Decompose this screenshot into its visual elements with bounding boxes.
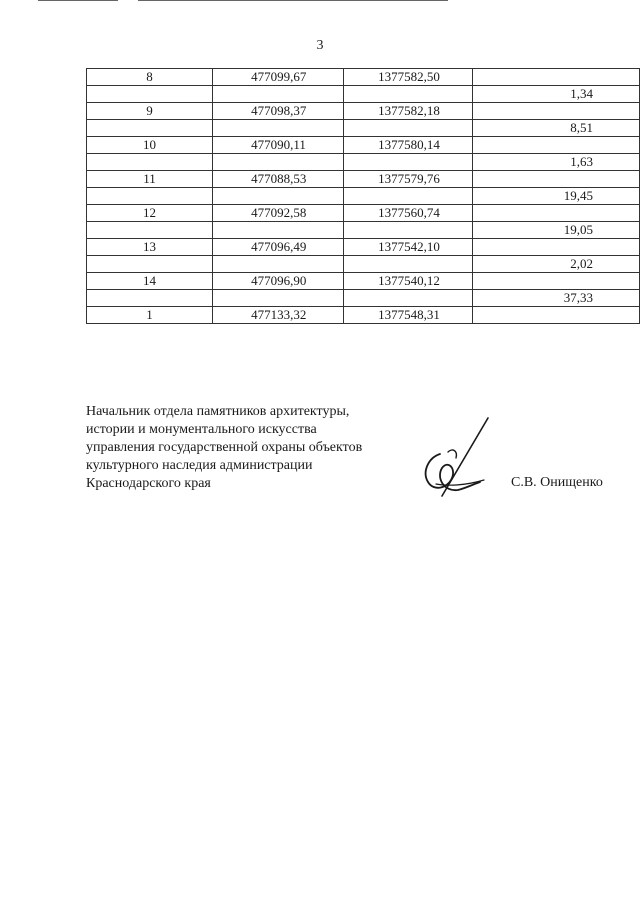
y-coordinate-cell xyxy=(344,120,473,137)
point-number-cell: 9 xyxy=(87,103,213,120)
point-number-cell: 13 xyxy=(87,239,213,256)
segment-length-cell: 8,51 xyxy=(473,120,640,137)
x-coordinate-cell xyxy=(213,222,344,239)
segment-length-cell xyxy=(473,69,640,86)
segment-length-cell xyxy=(473,103,640,120)
position-line: истории и монументального искусства xyxy=(86,422,317,437)
x-coordinate-cell: 477090,11 xyxy=(213,137,344,154)
table-row-point xyxy=(87,69,640,86)
point-number-cell xyxy=(87,290,213,307)
segment-length-cell xyxy=(473,239,640,256)
top-rule-left xyxy=(38,0,118,1)
point-number-cell xyxy=(87,120,213,137)
table-row-point xyxy=(87,137,640,154)
point-number-cell xyxy=(87,222,213,239)
table-row-segment xyxy=(87,188,640,205)
point-number-cell: 10 xyxy=(87,137,213,154)
segment-length-cell xyxy=(473,273,640,290)
x-coordinate-cell xyxy=(213,256,344,273)
x-coordinate-cell xyxy=(213,120,344,137)
segment-length-cell: 19,05 xyxy=(473,222,640,239)
y-coordinate-cell: 1377582,18 xyxy=(344,103,473,120)
table-row-point xyxy=(87,171,640,188)
table-row-point xyxy=(87,205,640,222)
table-row-segment xyxy=(87,256,640,273)
x-coordinate-cell: 477133,32 xyxy=(213,307,344,324)
point-number-cell: 14 xyxy=(87,273,213,290)
x-coordinate-cell: 477096,90 xyxy=(213,273,344,290)
position-line: Начальник отдела памятников архитектуры, xyxy=(86,404,350,419)
point-number-cell xyxy=(87,154,213,171)
segment-length-cell xyxy=(473,307,640,324)
point-number-cell: 8 xyxy=(87,69,213,86)
coordinates-table xyxy=(86,68,640,324)
y-coordinate-cell xyxy=(344,86,473,103)
table-row-point xyxy=(87,239,640,256)
x-coordinate-cell: 477099,67 xyxy=(213,69,344,86)
segment-length-cell: 1,34 xyxy=(473,86,640,103)
page-number: 3 xyxy=(316,38,324,53)
point-number-cell: 1 xyxy=(87,307,213,324)
y-coordinate-cell: 1377579,76 xyxy=(344,171,473,188)
table-row-segment xyxy=(87,154,640,171)
point-number-cell xyxy=(87,188,213,205)
signer-name: С.В. Онищенко xyxy=(511,475,603,490)
segment-length-cell: 37,33 xyxy=(473,290,640,307)
y-coordinate-cell: 1377582,50 xyxy=(344,69,473,86)
top-rule-right xyxy=(138,0,448,1)
x-coordinate-cell: 477096,49 xyxy=(213,239,344,256)
position-line: культурного наследия администрации xyxy=(86,458,313,473)
y-coordinate-cell: 1377560,74 xyxy=(344,205,473,222)
handwritten-signature xyxy=(418,412,498,502)
y-coordinate-cell xyxy=(344,290,473,307)
segment-length-cell xyxy=(473,137,640,154)
y-coordinate-cell xyxy=(344,154,473,171)
y-coordinate-cell xyxy=(344,256,473,273)
point-number-cell: 12 xyxy=(87,205,213,222)
x-coordinate-cell xyxy=(213,154,344,171)
table-row-segment xyxy=(87,86,640,103)
y-coordinate-cell xyxy=(344,222,473,239)
table-row-point xyxy=(87,307,640,324)
table-row-segment xyxy=(87,290,640,307)
point-number-cell xyxy=(87,256,213,273)
point-number-cell: 11 xyxy=(87,171,213,188)
y-coordinate-cell: 1377548,31 xyxy=(344,307,473,324)
table-row-segment xyxy=(87,120,640,137)
table-row-point xyxy=(87,103,640,120)
position-line: Краснодарского края xyxy=(86,476,211,491)
position-line: управления государственной охраны объектов xyxy=(86,440,363,455)
y-coordinate-cell: 1377540,12 xyxy=(344,273,473,290)
table-row-segment xyxy=(87,222,640,239)
segment-length-cell: 2,02 xyxy=(473,256,640,273)
segment-length-cell: 19,45 xyxy=(473,188,640,205)
x-coordinate-cell: 477098,37 xyxy=(213,103,344,120)
segment-length-cell xyxy=(473,205,640,222)
x-coordinate-cell: 477088,53 xyxy=(213,171,344,188)
segment-length-cell: 1,63 xyxy=(473,154,640,171)
y-coordinate-cell: 1377542,10 xyxy=(344,239,473,256)
segment-length-cell xyxy=(473,171,640,188)
signature-block xyxy=(86,403,416,493)
y-coordinate-cell: 1377580,14 xyxy=(344,137,473,154)
x-coordinate-cell xyxy=(213,86,344,103)
x-coordinate-cell: 477092,58 xyxy=(213,205,344,222)
point-number-cell xyxy=(87,86,213,103)
x-coordinate-cell xyxy=(213,188,344,205)
x-coordinate-cell xyxy=(213,290,344,307)
y-coordinate-cell xyxy=(344,188,473,205)
table-row-point xyxy=(87,273,640,290)
